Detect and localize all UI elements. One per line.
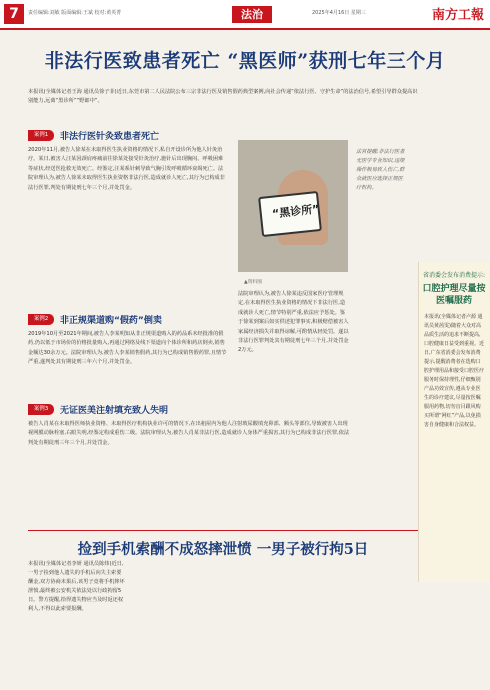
case-heading-2	[28, 314, 228, 326]
case-heading-3	[28, 404, 228, 416]
article-2-headline: 捡到手机索酬不成怒摔泄愤 一男子被行拘5日	[77, 541, 369, 558]
sidebar-title: 口腔护理尽量按医嘱服药	[422, 284, 486, 306]
case-tag: 案例3	[28, 404, 54, 415]
editor-line: 责任编辑:刘敏 版面编辑:王斌 校对:黄英菁	[28, 10, 122, 16]
case-2-body: 2019年10月至2021年期间,被告人李某明知从非正规渠道购入的药品系未经批准的假药,仍以低于市场价的价格批量购入,再通过网络及线下渠道向个体诊所和药店倒卖,销售金额达30余万元。法院审理认为,被告人李某销售假药,其行为已构成销售假药罪,且情节严重,遂判处其有期徒刑三年六个月,并处罚金。	[28, 331, 227, 366]
article-2-intro: 本报讯(全媒体记者李妍 通讯员陈炜)近日,一男子捡到他人遗失的手机后向失主索要酬金,双方协商未果后,该男子竟将手机摔坏泄愤,最终被公安机关依法处以行政拘留5日。警方提醒,拾得遗失物应当及时返还权利人,不得以此索要报酬。	[28, 561, 125, 612]
case-title: 无证医美注射填充致人失明	[60, 406, 169, 416]
sidebar-tag: 省消委会发布消费提示:	[422, 272, 486, 279]
case-title: 非法行医针灸致患者死亡	[60, 132, 160, 142]
case-tag: 案例1	[28, 130, 54, 141]
sign-text: “黑诊所”	[271, 202, 321, 221]
page-number: 7	[4, 4, 24, 24]
case-tag: 案例2	[28, 314, 54, 325]
newspaper-logo: 南方工報	[432, 8, 485, 23]
article-divider	[28, 530, 418, 531]
case-title: 非正规渠道购“假药”倒卖	[60, 316, 162, 326]
article-intro: 本报讯(全媒体记者王海 通讯员徐子菲)近日,东莞市第二人民法院公布三宗非法行医及销售假药典型案例,向社会传递“依法行医、守护生命”的法治信号,希望引导群众提高识别能力,远离“黑诊所”“野郎中”。	[28, 89, 418, 104]
sidebar-consumer-notice	[418, 262, 489, 582]
article-headline: 非法行医致患者死亡 “黑医师”获刑七年三个月	[44, 50, 446, 72]
sidebar-body: 本报讯(全媒体记者卢源 通讯员黄茜雯)随着大众对高品质生活的追求不断提高,口腔健康日益受到重视。近日,广东省消委会发布消费提示,提醒消费者在选购口腔护理用品和接受口腔医疗服务时保持理性,仔细甄别产品功效宣传,遵从专业医生的诊疗建议,尽量按医嘱服用药物,切勿盲目跟风购买所谓“网红”产品,以免损害自身健康和合法权益。	[424, 314, 485, 428]
section-label: 法治	[232, 6, 272, 23]
photo-caption: ▲资料图	[244, 280, 263, 285]
illustration-photo	[238, 140, 348, 272]
judge-quote: 法官提醒:非法行医者无医学专业知识,违规操作极易致人伤亡,群众就医应选择正规医疗机构。	[356, 149, 405, 191]
case-3-body: 被告人肖某在未取得医师执业资格、未取得医疗机构执业许可的情况下,在出租屋内为他人注射玻尿酸填充鼻部、额头等部位,导致被害人出现视网膜动脉栓塞,右眼失明,经鉴定构成重伤二级。法院审理认为,被告人肖某非法行医,造成就诊人身体严重损害,其行为已构成非法行医罪,依法判处有期徒刑三年三个月,并处罚金。	[28, 421, 350, 446]
case-1-body: 2020年11月,被告人徐某在未取得医生执业资格的情况下,私自开设诊所为他人针灸治疗。某日,被害人汪某因颈肩疼痛前往徐某处接受针灸治疗,施针后出现胸闷、呼吸困难等症状,经送医抢救无效死亡。经鉴定,汪某系针刺导致气胸引发呼吸循环衰竭死亡。法院审理认为,被告人徐某未取得医生执业资格非法行医,造成就诊人死亡,其行为已构成非法行医罪,判处有期徒刑七年三个月,并处罚金。	[28, 147, 225, 191]
case-heading-1	[28, 130, 228, 142]
case-1-verdict: 法院审理认为,被告人徐某违反国家医疗管理规定,在未取得医生执业资格的情况下非法行医,造成就诊人死亡,情节特别严重,依法应予惩处。鉴于徐某到案后如实供述犯罪事实,积极赔偿被害人家属经济损失并取得谅解,可酌情从轻处罚。遂以非法行医罪判处其有期徒刑七年三个月,并处罚金2万元。	[238, 291, 349, 354]
date-line: 2025年4月16日 星期三	[312, 10, 366, 16]
page-header	[0, 0, 490, 30]
